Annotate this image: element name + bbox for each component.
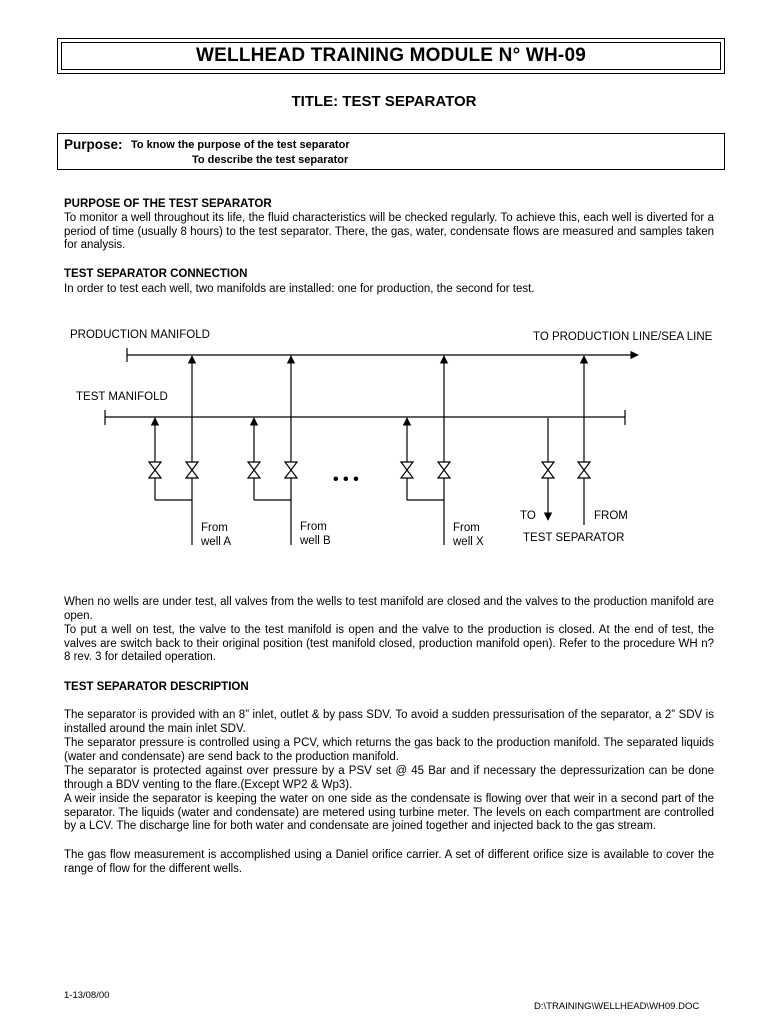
section-heading-purpose: PURPOSE OF THE TEST SEPARATOR xyxy=(64,198,272,210)
label-from-caps: FROM xyxy=(594,510,628,522)
label-well-b: well B xyxy=(300,535,331,547)
paragraph-desc-3: The separator is protected against over pressure by a PSV set @ 45 Bar and if necessary the depressurization can be done through a BDV venting to the flare.(Except WP2 & Wp3). xyxy=(64,765,714,791)
purpose-label: Purpose: xyxy=(64,137,123,152)
section-heading-connection: TEST SEPARATOR CONNECTION xyxy=(64,268,248,280)
label-to-production-line: TO PRODUCTION LINE/SEA LINE xyxy=(533,331,713,343)
well-a-piping xyxy=(149,356,198,545)
paragraph-no-wells: When no wells are under test, all valves from the wells to test manifold are closed and the valves to the production manifold are open. xyxy=(64,596,714,622)
paragraph-put-on-test: To put a well on test, the valve to the test manifold is open and the valve to the production is closed. At the end of test, the valves are switch back to their original position (test manifold closed, production manifold open). Refer to the procedure WH n?8 rev. 3 for detailed operation. xyxy=(64,624,714,664)
well-b-piping xyxy=(248,356,297,545)
paragraph-desc-4: A weir inside the separator is keeping the water on one side as the condensate is flowing over that weir in a second part of the separator. The liquids (water and condensate) are metered using turbine meter. The levels on each compartment are controlled by a LCV. The discharge line for both water and condensate are joined together and injected back to the gas stream. xyxy=(64,793,714,833)
well-x-piping xyxy=(401,356,450,545)
paragraph-desc-5: The gas flow measurement is accomplished using a Daniel orifice carrier. A set of different orifice size is available to cover the range of flow for the different wells. xyxy=(64,849,714,875)
paragraph-connection: In order to test each well, two manifolds are installed: one for production, the second for test. xyxy=(64,283,535,295)
label-test-manifold: TEST MANIFOLD xyxy=(76,391,168,403)
footer-file-path: D:\TRAINING\WELLHEAD\WH09.DOC xyxy=(534,1001,700,1012)
label-test-separator: TEST SEPARATOR xyxy=(523,532,625,544)
paragraph-desc-2: The separator pressure is controlled using a PCV, which returns the gas back to the production manifold. The separated liquids (water and condensate) are send back to the production manifold. xyxy=(64,737,714,763)
document-title: WELLHEAD TRAINING MODULE N° WH-09 xyxy=(61,42,721,70)
section-heading-description: TEST SEPARATOR DESCRIPTION xyxy=(64,681,249,693)
label-from-x: From xyxy=(453,522,480,534)
document-subtitle: TITLE: TEST SEPARATOR xyxy=(291,93,477,110)
paragraph-purpose: To monitor a well throughout its life, the fluid characteristics will be checked regularly. To achieve this, each well is diverted for a period of time (usually 8 hours) to the test separator. There, the gas, water, condensate flows are measured and samples taken for analysis. xyxy=(64,212,714,252)
label-well-x: well X xyxy=(453,536,484,548)
paragraph-desc-1: The separator is provided with an 8” inlet, outlet & by pass SDV. To avoid a sudden pressurisation of the separator, a 2” SDV is installed around the main inlet SDV. xyxy=(64,709,714,735)
test-manifold-line xyxy=(105,410,625,425)
purpose-line-2: To describe the test separator xyxy=(192,154,349,166)
label-from-b: From xyxy=(300,521,327,533)
ellipsis-more-wells: • • • xyxy=(333,471,359,488)
label-well-a: well A xyxy=(201,536,232,548)
production-manifold-line xyxy=(127,348,638,362)
footer-date: 1-13/08/00 xyxy=(64,990,110,1001)
test-separator-piping xyxy=(542,356,590,525)
purpose-line-1: To know the purpose of the test separator xyxy=(131,139,350,151)
label-to: TO xyxy=(520,510,536,522)
label-production-manifold: PRODUCTION MANIFOLD xyxy=(70,329,210,341)
label-from-a: From xyxy=(201,522,228,534)
